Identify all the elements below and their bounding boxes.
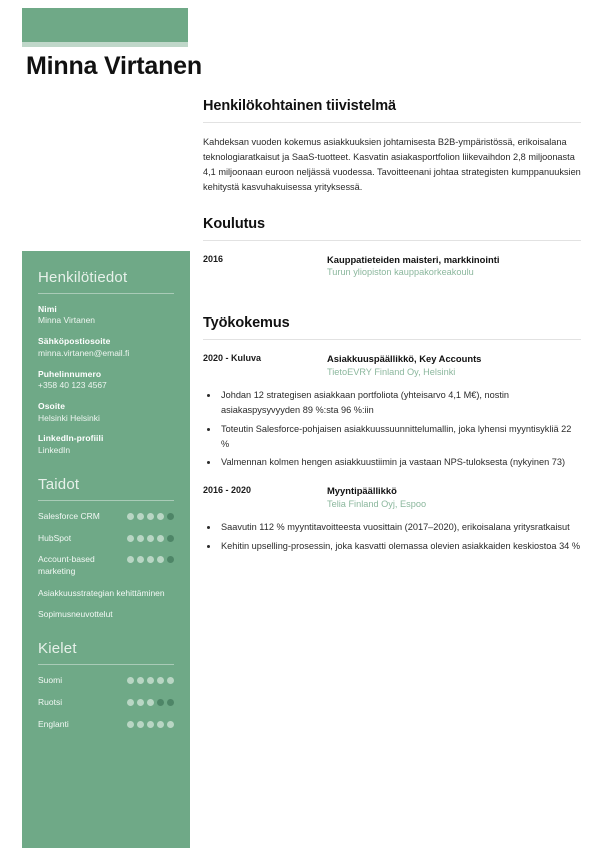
sidebar-skills-rule xyxy=(38,500,174,501)
entry-bullet: • Valmennan kolmen hengen asiakkuustiimin ja vastaan NPS-tuloksesta (nykyinen 73) xyxy=(219,455,581,470)
sidebar-section-languages xyxy=(38,640,174,730)
header-accent-block xyxy=(22,8,188,42)
contact-value[interactable]: LinkedIn xyxy=(38,444,71,455)
skill-row xyxy=(38,554,174,577)
language-row-rating xyxy=(127,719,174,728)
contact-value: +358 40 123 4567 xyxy=(38,380,107,391)
rating-dot xyxy=(157,677,164,684)
rating-dot xyxy=(147,677,154,684)
contact-label: LinkedIn-profiili xyxy=(38,433,104,444)
rating-dot xyxy=(137,535,144,542)
skill-row-label: Salesforce CRM xyxy=(38,510,100,521)
entry-row xyxy=(203,253,581,280)
rating-dot xyxy=(157,513,164,520)
contact-label: Sähköpostiosoite xyxy=(38,336,111,347)
education-title: Koulutus xyxy=(203,215,266,232)
summary-title: Henkilökohtainen tiivistelmä xyxy=(203,98,396,114)
sidebar-section-skills xyxy=(38,476,174,621)
entry-role: Asiakkuuspäällikkö, Key Accounts xyxy=(327,353,482,365)
entry-bullet: • Johdan 12 strategisen asiakkaan portfoliota (yhteisarvo 4,1 M€), nostin asiakaspysyvyyden 89 %:sta 96 %:iin xyxy=(219,388,581,417)
rating-dot xyxy=(157,721,164,728)
skill-row-label: Account-based marketing xyxy=(38,554,95,576)
skill-row xyxy=(38,533,174,545)
language-row-label: Englanti xyxy=(38,718,69,729)
skill-row-rating xyxy=(127,554,174,563)
rating-dot xyxy=(137,721,144,728)
rating-dot xyxy=(157,535,164,542)
rating-dot xyxy=(127,721,134,728)
entry-row xyxy=(203,352,581,379)
spacer-education-experience xyxy=(203,294,581,315)
contact-item xyxy=(38,401,174,424)
rating-dot xyxy=(157,556,164,563)
entry-block xyxy=(203,484,581,554)
language-row-label: Ruotsi xyxy=(38,696,63,707)
rating-dot xyxy=(157,699,164,706)
sidebar-languages-title: Kielet xyxy=(38,640,77,658)
contact-label: Nimi xyxy=(38,304,57,314)
rating-dot xyxy=(127,535,134,542)
summary-text: Kahdeksan vuoden kokemus asiakkuuksien johtamisesta B2B-ympäristössä, erikoisalana teknologiaratkaisut ja SaaS-tuotteet. Kasvatin asiakasportfolion liikevaihdon 2,8 miljoonasta 4,1 miljoonaan euroon neljässä vuodessa. Tavoitteenani johtaa strategisten kumppanuuksien kehitystä kasvuhakuisessa yrityksessä. xyxy=(203,137,581,192)
sidebar-skills-title: Taidot xyxy=(38,475,80,493)
rating-dot xyxy=(167,699,174,706)
rating-dot xyxy=(147,535,154,542)
contact-item xyxy=(38,336,174,359)
section-education xyxy=(203,216,581,280)
skill-row-label: Sopimusneuvottelut xyxy=(38,609,113,620)
entry-body xyxy=(327,484,581,511)
sidebar-section-personal xyxy=(38,269,174,457)
rating-dot xyxy=(167,513,174,520)
summary-rule xyxy=(203,122,581,123)
contact-value: Minna Virtanen xyxy=(38,315,96,326)
entry-row xyxy=(203,484,581,511)
skill-row-label: Asiakkuusstrategian kehittäminen xyxy=(38,587,165,598)
entry-body xyxy=(327,352,581,379)
skills-list xyxy=(38,511,174,621)
entry-body xyxy=(327,253,581,280)
rating-dot xyxy=(127,513,134,520)
rating-dot xyxy=(137,556,144,563)
sidebar xyxy=(22,251,190,848)
entry-date: 2016 - 2020 xyxy=(203,485,252,496)
language-row xyxy=(38,697,174,709)
entry-role: Myyntipäällikkö xyxy=(327,485,397,497)
sidebar-personal-title: Henkilötiedot xyxy=(38,269,128,286)
section-experience xyxy=(203,315,581,554)
languages-list xyxy=(38,675,174,730)
rating-dot xyxy=(147,513,154,520)
rating-dot xyxy=(137,513,144,520)
rating-dot xyxy=(127,699,134,706)
sidebar-languages-rule xyxy=(38,664,174,665)
language-row xyxy=(38,675,174,687)
contact-item xyxy=(38,304,174,327)
education-entries xyxy=(203,253,581,280)
skill-row-rating xyxy=(127,511,174,520)
entry-organization: TietoEVRY Finland Oy, Helsinki xyxy=(327,366,456,377)
entry-block xyxy=(203,352,581,470)
entry-bullet: • Saavutin 112 % myyntitavoitteesta vuosittain (2017–2020), erikoisalana yritysratkaisut xyxy=(219,520,581,535)
rating-dot xyxy=(167,721,174,728)
entry-organization: Telia Finland Oyj, Espoo xyxy=(327,498,427,509)
rating-dot xyxy=(137,677,144,684)
experience-entries xyxy=(203,352,581,554)
skill-row-rating xyxy=(127,533,174,542)
rating-dot xyxy=(167,556,174,563)
entry-organization: Turun yliopiston kauppakorkeakoulu xyxy=(327,267,474,278)
education-rule xyxy=(203,240,581,241)
language-row-rating xyxy=(127,697,174,706)
rating-dot xyxy=(147,556,154,563)
header-accent-underline xyxy=(22,42,188,47)
rating-dot xyxy=(167,535,174,542)
entry-bullet-list xyxy=(203,388,581,470)
experience-rule xyxy=(203,339,581,340)
contact-item xyxy=(38,433,174,456)
rating-dot xyxy=(127,556,134,563)
rating-dot xyxy=(167,677,174,684)
skill-row xyxy=(38,588,174,600)
language-row-label: Suomi xyxy=(38,675,63,686)
sidebar-personal-rule xyxy=(38,293,174,294)
page-title: Minna Virtanen xyxy=(26,52,202,80)
rating-dot xyxy=(147,721,154,728)
entry-block xyxy=(203,253,581,280)
contact-label: Puhelinnumero xyxy=(38,368,102,379)
skill-row xyxy=(38,511,174,523)
entry-bullet: • Toteutin Salesforce-pohjaisen asiakkuussuunnittelumallin, joka lyhensi myyntisykliä 22 % xyxy=(219,422,581,451)
entry-role: Kauppatieteiden maisteri, markkinointi xyxy=(327,253,500,265)
rating-dot xyxy=(137,699,144,706)
skill-row xyxy=(38,609,174,621)
entry-date: 2016 xyxy=(203,253,224,264)
rating-dot xyxy=(147,699,154,706)
language-row-rating xyxy=(127,675,174,684)
contact-value: minna.virtanen@email.fi xyxy=(38,347,130,358)
experience-title: Työkokemus xyxy=(203,315,290,332)
section-summary xyxy=(203,98,581,195)
entry-bullet: • Kehitin upselling-prosessin, joka kasvatti olemassa olevien asiakkaiden keskiostoa 34 % xyxy=(219,539,581,554)
main-column xyxy=(203,98,581,568)
language-row xyxy=(38,719,174,731)
rating-dot xyxy=(127,677,134,684)
contact-value: Helsinki Helsinki xyxy=(38,412,100,423)
entry-bullet-list xyxy=(203,520,581,553)
skill-row-label: HubSpot xyxy=(38,532,72,543)
contact-label: Osoite xyxy=(38,401,66,412)
contact-list xyxy=(38,304,174,457)
entry-date: 2020 - Kuluva xyxy=(203,353,262,364)
spacer-summary-education xyxy=(203,195,581,216)
contact-item xyxy=(38,369,174,392)
